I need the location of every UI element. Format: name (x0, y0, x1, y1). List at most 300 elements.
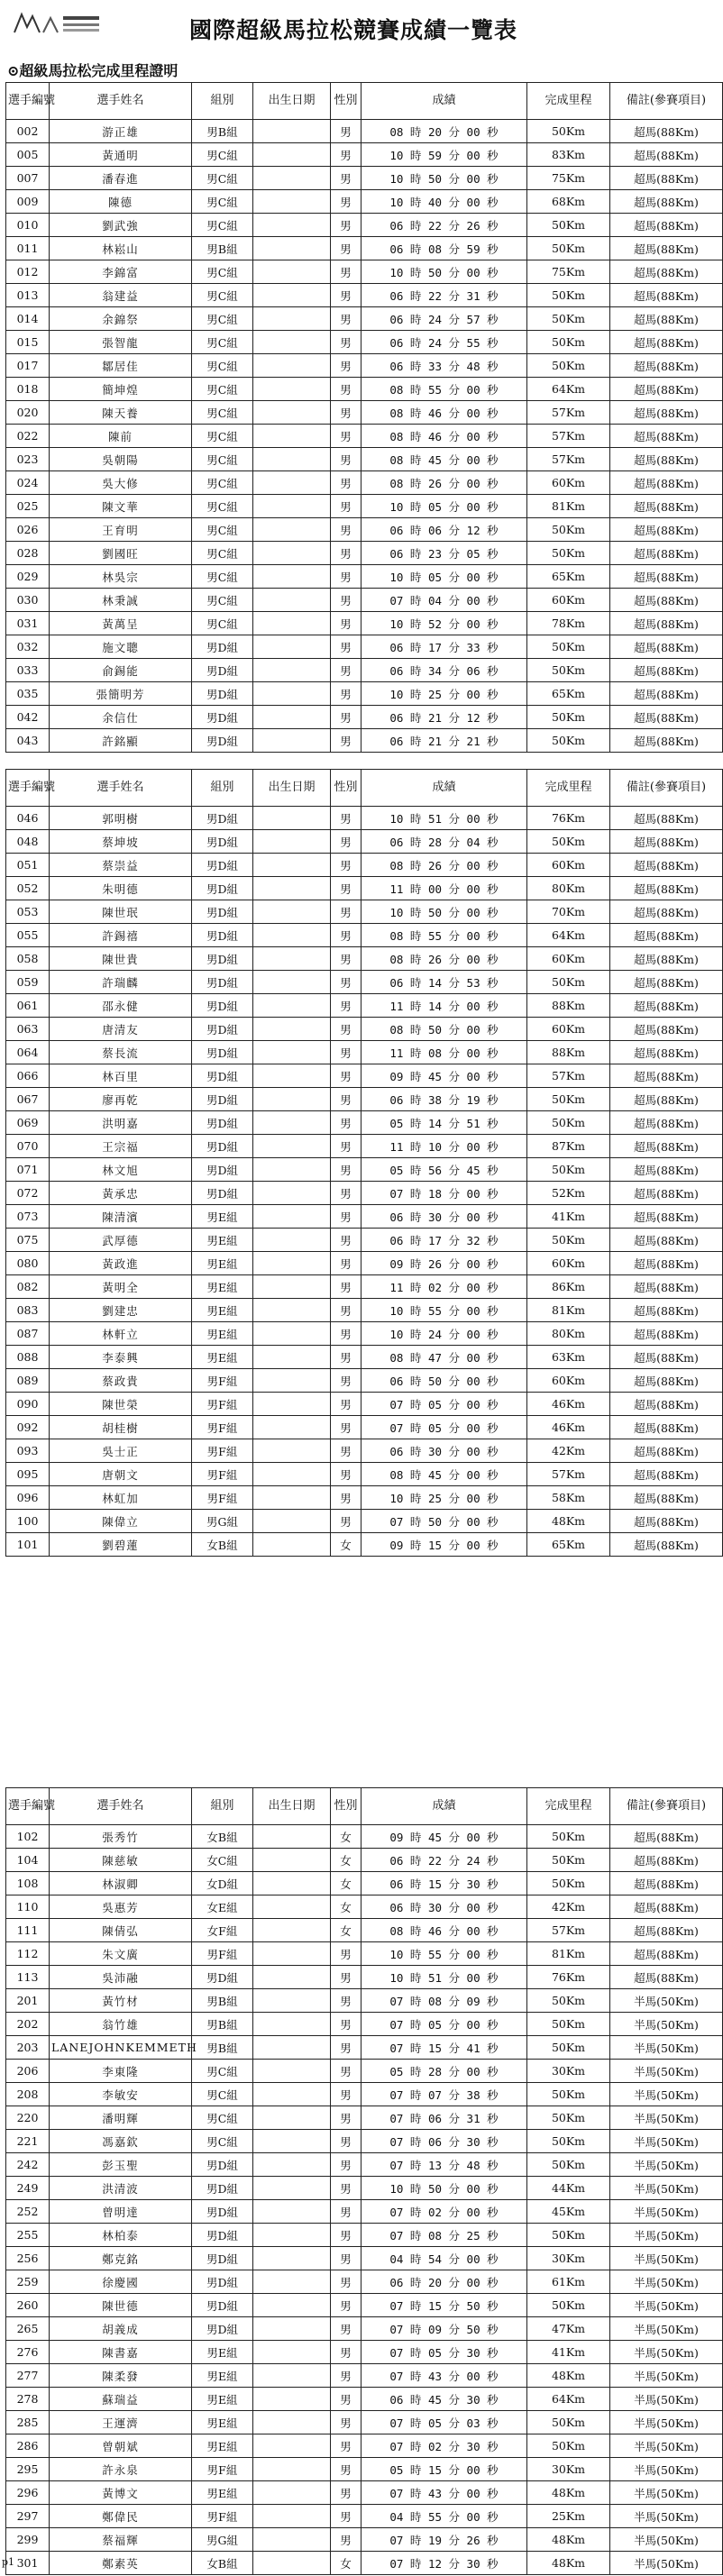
cell-sex: 男 (331, 214, 362, 237)
cell-distance: 48Km (527, 2528, 610, 2552)
cell-distance: 50Km (527, 1158, 610, 1182)
cell-sex: 男 (331, 635, 362, 659)
cell-note: 超馬(88Km) (610, 1942, 723, 1966)
cell-group: 男C組 (192, 589, 253, 612)
cell-group: 男D組 (192, 2153, 253, 2177)
cell-note: 半馬(50Km) (610, 2153, 723, 2177)
cell-group: 男C組 (192, 307, 253, 331)
cell-note: 超馬(88Km) (610, 378, 723, 401)
cell-distance: 60Km (527, 1018, 610, 1041)
cell-result: 05 時 28 分 00 秒 (362, 2060, 527, 2083)
cell-sex: 男 (331, 260, 362, 284)
cell-sex: 男 (331, 877, 362, 900)
cell-group: 男D組 (192, 1966, 253, 1989)
table-row (6, 924, 723, 947)
cell-birth (253, 2458, 331, 2481)
cell-distance: 75Km (527, 167, 610, 190)
cell-name: 林百里 (50, 1064, 192, 1088)
cell-distance: 75Km (527, 260, 610, 284)
cell-distance: 70Km (527, 900, 610, 924)
cell-birth (253, 2270, 331, 2294)
cell-name: 李泰興 (50, 1346, 192, 1369)
cell-group: 女B組 (192, 2552, 253, 2575)
cell-no: 026 (6, 518, 50, 542)
cell-birth (253, 1849, 331, 1872)
cell-birth (253, 971, 331, 994)
cell-result: 08 時 47 分 00 秒 (362, 1346, 527, 1369)
cell-birth (253, 1439, 331, 1463)
cell-group: 男C組 (192, 143, 253, 167)
cell-no: 022 (6, 425, 50, 448)
cell-birth (253, 167, 331, 190)
cell-name: 陳偉立 (50, 1510, 192, 1533)
cell-sex: 女 (331, 1895, 362, 1919)
cell-group: 男C組 (192, 378, 253, 401)
cell-result: 08 時 55 分 00 秒 (362, 378, 527, 401)
cell-sex: 男 (331, 1463, 362, 1486)
column-header-sex: 性別 (331, 770, 362, 807)
cell-sex: 男 (331, 2247, 362, 2270)
cell-result: 06 時 06 分 12 秒 (362, 518, 527, 542)
cell-distance: 87Km (527, 1135, 610, 1158)
column-header-name: 選手姓名 (50, 770, 192, 807)
cell-distance: 50Km (527, 331, 610, 354)
cell-sex: 男 (331, 1393, 362, 1416)
cell-group: 男G組 (192, 1510, 253, 1533)
cell-note: 半馬(50Km) (610, 2341, 723, 2364)
cell-group: 男C組 (192, 167, 253, 190)
cell-distance: 64Km (527, 924, 610, 947)
cell-birth (253, 1510, 331, 1533)
cell-sex: 男 (331, 854, 362, 877)
cell-no: 011 (6, 237, 50, 260)
cell-distance: 76Km (527, 1966, 610, 1989)
cell-birth (253, 807, 331, 830)
table-row (6, 1872, 723, 1895)
cell-distance: 50Km (527, 214, 610, 237)
cell-birth (253, 2224, 331, 2247)
cell-no: 255 (6, 2224, 50, 2247)
cell-result: 06 時 45 分 30 秒 (362, 2388, 527, 2411)
cell-distance: 52Km (527, 1182, 610, 1205)
cell-birth (253, 1041, 331, 1064)
cell-note: 超馬(88Km) (610, 1135, 723, 1158)
cell-name: 潘明輝 (50, 2106, 192, 2130)
cell-distance: 50Km (527, 2013, 610, 2036)
cell-note: 超馬(88Km) (610, 635, 723, 659)
cell-note: 超馬(88Km) (610, 1299, 723, 1322)
cell-no: 256 (6, 2247, 50, 2270)
column-header-birth: 出生日期 (253, 83, 331, 120)
cell-result: 08 時 55 分 00 秒 (362, 924, 527, 947)
cell-group: 男F組 (192, 1393, 253, 1416)
cell-result: 10 時 05 分 00 秒 (362, 495, 527, 518)
cell-result: 06 時 21 分 21 秒 (362, 729, 527, 753)
cell-group: 男D組 (192, 682, 253, 706)
cell-no: 042 (6, 706, 50, 729)
cell-birth (253, 2060, 331, 2083)
table-row (6, 331, 723, 354)
cell-name: 林崧山 (50, 237, 192, 260)
cell-note: 超馬(88Km) (610, 830, 723, 854)
cell-group: 男D組 (192, 2294, 253, 2317)
cell-name: 黃通明 (50, 143, 192, 167)
cell-name: 林秉誠 (50, 589, 192, 612)
cell-distance: 68Km (527, 190, 610, 214)
cell-distance: 60Km (527, 471, 610, 495)
results-table-2 (5, 769, 723, 1557)
cell-note: 超馬(88Km) (610, 331, 723, 354)
cell-note: 超馬(88Km) (610, 425, 723, 448)
cell-sex: 男 (331, 495, 362, 518)
cell-birth (253, 1229, 331, 1252)
cell-birth (253, 2434, 331, 2458)
cell-no: 295 (6, 2458, 50, 2481)
cell-no: 092 (6, 1416, 50, 1439)
table-row (6, 2083, 723, 2106)
cell-no: 033 (6, 659, 50, 682)
cell-note: 超馬(88Km) (610, 1439, 723, 1463)
cell-sex: 男 (331, 2270, 362, 2294)
cell-no: 089 (6, 1369, 50, 1393)
column-header-birth: 出生日期 (253, 1788, 331, 1825)
cell-distance: 50Km (527, 1825, 610, 1849)
cell-no: 012 (6, 260, 50, 284)
cell-note: 超馬(88Km) (610, 284, 723, 307)
cell-birth (253, 1018, 331, 1041)
cell-birth (253, 2247, 331, 2270)
cell-sex: 男 (331, 2200, 362, 2224)
cell-note: 超馬(88Km) (610, 1416, 723, 1439)
table-row (6, 260, 723, 284)
cell-note: 半馬(50Km) (610, 2552, 723, 2575)
cell-result: 07 時 43 分 00 秒 (362, 2364, 527, 2388)
cell-sex: 男 (331, 971, 362, 994)
cell-birth (253, 1064, 331, 1088)
cell-result: 10 時 25 分 00 秒 (362, 682, 527, 706)
cell-result: 07 時 02 分 00 秒 (362, 2200, 527, 2224)
cell-group: 男C組 (192, 401, 253, 425)
cell-group: 男D組 (192, 807, 253, 830)
cell-no: 013 (6, 284, 50, 307)
cell-name: 洪清波 (50, 2177, 192, 2200)
cell-name: 馮嘉欽 (50, 2130, 192, 2153)
cell-result: 11 時 14 分 00 秒 (362, 994, 527, 1018)
cell-distance: 57Km (527, 1919, 610, 1942)
cell-no: 301 (6, 2552, 50, 2575)
cell-group: 男B組 (192, 237, 253, 260)
cell-name: 陳世貴 (50, 947, 192, 971)
cell-result: 10 時 50 分 00 秒 (362, 167, 527, 190)
cell-no: 259 (6, 2270, 50, 2294)
cell-group: 男E組 (192, 2434, 253, 2458)
cell-no: 031 (6, 612, 50, 635)
table-row (6, 495, 723, 518)
cell-distance: 61Km (527, 2270, 610, 2294)
cell-note: 半馬(50Km) (610, 2481, 723, 2505)
cell-distance: 58Km (527, 1486, 610, 1510)
cell-group: 男C組 (192, 2083, 253, 2106)
cell-birth (253, 612, 331, 635)
table-row (6, 635, 723, 659)
cell-birth (253, 1275, 331, 1299)
cell-name: 彭玉聖 (50, 2153, 192, 2177)
cell-no: 110 (6, 1895, 50, 1919)
cell-distance: 88Km (527, 994, 610, 1018)
cell-note: 半馬(50Km) (610, 2388, 723, 2411)
table-row (6, 307, 723, 331)
table-row (6, 994, 723, 1018)
cell-no: 101 (6, 1533, 50, 1557)
cell-group: 男B組 (192, 2013, 253, 2036)
cell-birth (253, 190, 331, 214)
cell-name: 黃承忠 (50, 1182, 192, 1205)
cell-note: 半馬(50Km) (610, 2458, 723, 2481)
cell-name: 許永泉 (50, 2458, 192, 2481)
cell-note: 超馬(88Km) (610, 900, 723, 924)
cell-birth (253, 1088, 331, 1111)
cell-sex: 女 (331, 1849, 362, 1872)
cell-distance: 78Km (527, 612, 610, 635)
cell-note: 超馬(88Km) (610, 971, 723, 994)
table-row (6, 1064, 723, 1088)
cell-birth (253, 635, 331, 659)
cell-birth (253, 1111, 331, 1135)
cell-group: 男D組 (192, 924, 253, 947)
cell-no: 201 (6, 1989, 50, 2013)
cell-birth (253, 518, 331, 542)
cell-note: 半馬(50Km) (610, 2411, 723, 2434)
cell-sex: 男 (331, 830, 362, 854)
cell-note: 超馬(88Km) (610, 1205, 723, 1229)
cell-no: 018 (6, 378, 50, 401)
table-header-row (6, 770, 723, 807)
cell-name: 張智龍 (50, 331, 192, 354)
cell-result: 10 時 50 分 00 秒 (362, 260, 527, 284)
cell-no: 096 (6, 1486, 50, 1510)
cell-note: 超馬(88Km) (610, 659, 723, 682)
cell-distance: 50Km (527, 1872, 610, 1895)
table-row (6, 2177, 723, 2200)
cell-no: 053 (6, 900, 50, 924)
cell-name: 洪明嘉 (50, 1111, 192, 1135)
cell-birth (253, 2200, 331, 2224)
cell-sex: 男 (331, 354, 362, 378)
cell-no: 111 (6, 1919, 50, 1942)
cell-sex: 男 (331, 2364, 362, 2388)
cell-no: 090 (6, 1393, 50, 1416)
column-header-sex: 性別 (331, 83, 362, 120)
cell-group: 男D組 (192, 659, 253, 682)
cell-note: 半馬(50Km) (610, 2036, 723, 2060)
cell-result: 07 時 15 分 50 秒 (362, 2294, 527, 2317)
cell-note: 超馬(88Km) (610, 565, 723, 589)
cell-name: 翁竹雄 (50, 2013, 192, 2036)
cell-distance: 50Km (527, 1088, 610, 1111)
table-row (6, 877, 723, 900)
cell-no: 005 (6, 143, 50, 167)
cell-birth (253, 307, 331, 331)
cell-distance: 50Km (527, 542, 610, 565)
cell-no: 073 (6, 1205, 50, 1229)
cell-sex: 男 (331, 425, 362, 448)
table-row (6, 659, 723, 682)
cell-distance: 76Km (527, 807, 610, 830)
cell-result: 06 時 15 分 30 秒 (362, 1872, 527, 1895)
cell-no: 299 (6, 2528, 50, 2552)
cell-result: 10 時 51 分 00 秒 (362, 807, 527, 830)
cell-no: 296 (6, 2481, 50, 2505)
table-row (6, 2411, 723, 2434)
cell-name: 許錫禧 (50, 924, 192, 947)
cell-sex: 男 (331, 378, 362, 401)
cell-note: 超馬(88Km) (610, 190, 723, 214)
cell-distance: 30Km (527, 2458, 610, 2481)
cell-sex: 男 (331, 682, 362, 706)
cell-distance: 86Km (527, 1275, 610, 1299)
cell-birth (253, 900, 331, 924)
cell-result: 07 時 02 分 30 秒 (362, 2434, 527, 2458)
cell-distance: 42Km (527, 1439, 610, 1463)
table-row (6, 1275, 723, 1299)
cell-group: 男D組 (192, 1135, 253, 1158)
table-row (6, 900, 723, 924)
cell-group: 男B組 (192, 2036, 253, 2060)
table-row (6, 167, 723, 190)
cell-result: 08 時 26 分 00 秒 (362, 471, 527, 495)
cell-group: 男C組 (192, 331, 253, 354)
cell-note: 超馬(88Km) (610, 1182, 723, 1205)
cell-note: 超馬(88Km) (610, 1825, 723, 1849)
cell-no: 043 (6, 729, 50, 753)
cell-sex: 男 (331, 2505, 362, 2528)
cell-result: 08 時 50 分 00 秒 (362, 1018, 527, 1041)
cell-birth (253, 2552, 331, 2575)
cell-sex: 男 (331, 1229, 362, 1252)
cell-group: 男E組 (192, 1322, 253, 1346)
table-row (6, 2364, 723, 2388)
table-row (6, 1942, 723, 1966)
cell-birth (253, 877, 331, 900)
cell-result: 07 時 43 分 00 秒 (362, 2481, 527, 2505)
cell-birth (253, 2106, 331, 2130)
cell-name: 陳前 (50, 425, 192, 448)
cell-result: 10 時 05 分 00 秒 (362, 565, 527, 589)
cell-sex: 男 (331, 401, 362, 425)
cell-name: 吳士正 (50, 1439, 192, 1463)
table-row (6, 589, 723, 612)
cell-result: 06 時 33 分 48 秒 (362, 354, 527, 378)
cell-distance: 50Km (527, 971, 610, 994)
cell-group: 女F組 (192, 1919, 253, 1942)
cell-birth (253, 214, 331, 237)
cell-distance: 64Km (527, 2388, 610, 2411)
cell-distance: 50Km (527, 284, 610, 307)
cell-result: 08 時 46 分 00 秒 (362, 425, 527, 448)
table-row (6, 1533, 723, 1557)
cell-distance: 57Km (527, 425, 610, 448)
cell-birth (253, 1989, 331, 2013)
cell-name: 黃萬呈 (50, 612, 192, 635)
cell-note: 超馬(88Km) (610, 214, 723, 237)
cell-no: 095 (6, 1463, 50, 1486)
cell-group: 女B組 (192, 1533, 253, 1557)
cell-group: 男D組 (192, 1088, 253, 1111)
cell-birth (253, 1182, 331, 1205)
cell-name: 蔡長流 (50, 1041, 192, 1064)
cell-note: 半馬(50Km) (610, 2364, 723, 2388)
cell-distance: 60Km (527, 1252, 610, 1275)
cell-no: 059 (6, 971, 50, 994)
cell-birth (253, 1205, 331, 1229)
table-row (6, 830, 723, 854)
cell-group: 男C組 (192, 471, 253, 495)
cell-sex: 男 (331, 1966, 362, 1989)
cell-group: 男E組 (192, 1275, 253, 1299)
cell-distance: 46Km (527, 1393, 610, 1416)
cell-birth (253, 2317, 331, 2341)
cell-name: 黃政進 (50, 1252, 192, 1275)
cell-no: 102 (6, 1825, 50, 1849)
cell-sex: 男 (331, 2177, 362, 2200)
table-row (6, 1369, 723, 1393)
cell-birth (253, 2341, 331, 2364)
cell-group: 男E組 (192, 1252, 253, 1275)
table-row (6, 284, 723, 307)
cell-name: 劉建忠 (50, 1299, 192, 1322)
cell-note: 超馬(88Km) (610, 120, 723, 143)
cell-result: 06 時 17 分 32 秒 (362, 1229, 527, 1252)
cell-birth (253, 471, 331, 495)
cell-name: 蘇瑞益 (50, 2388, 192, 2411)
table-row (6, 2388, 723, 2411)
table-row (6, 542, 723, 565)
cell-no: 067 (6, 1088, 50, 1111)
cell-sex: 男 (331, 518, 362, 542)
cell-birth (253, 284, 331, 307)
cell-note: 超馬(88Km) (610, 354, 723, 378)
cell-name: 林文旭 (50, 1158, 192, 1182)
cell-distance: 50Km (527, 706, 610, 729)
cell-no: 010 (6, 214, 50, 237)
cell-note: 半馬(50Km) (610, 2505, 723, 2528)
cell-no: 071 (6, 1158, 50, 1182)
cell-name: 翁建益 (50, 284, 192, 307)
cell-name: 李錦富 (50, 260, 192, 284)
cell-result: 06 時 24 分 55 秒 (362, 331, 527, 354)
table-row (6, 565, 723, 589)
cell-birth (253, 2013, 331, 2036)
cell-result: 10 時 55 分 00 秒 (362, 1942, 527, 1966)
cell-result: 10 時 25 分 00 秒 (362, 1486, 527, 1510)
cell-birth (253, 495, 331, 518)
cell-note: 超馬(88Km) (610, 1041, 723, 1064)
cell-result: 06 時 08 分 59 秒 (362, 237, 527, 260)
cell-name: 李東隆 (50, 2060, 192, 2083)
cell-result: 08 時 20 分 00 秒 (362, 120, 527, 143)
cell-result: 09 時 26 分 00 秒 (362, 1252, 527, 1275)
cell-group: 男E組 (192, 2364, 253, 2388)
cell-result: 05 時 15 分 00 秒 (362, 2458, 527, 2481)
cell-no: 203 (6, 2036, 50, 2060)
cell-no: 285 (6, 2411, 50, 2434)
results-table-1 (5, 82, 723, 753)
cell-no: 112 (6, 1942, 50, 1966)
cell-group: 男D組 (192, 2270, 253, 2294)
cell-distance: 47Km (527, 2317, 610, 2341)
cell-result: 08 時 45 分 00 秒 (362, 1463, 527, 1486)
cell-name: 陳世榮 (50, 1393, 192, 1416)
